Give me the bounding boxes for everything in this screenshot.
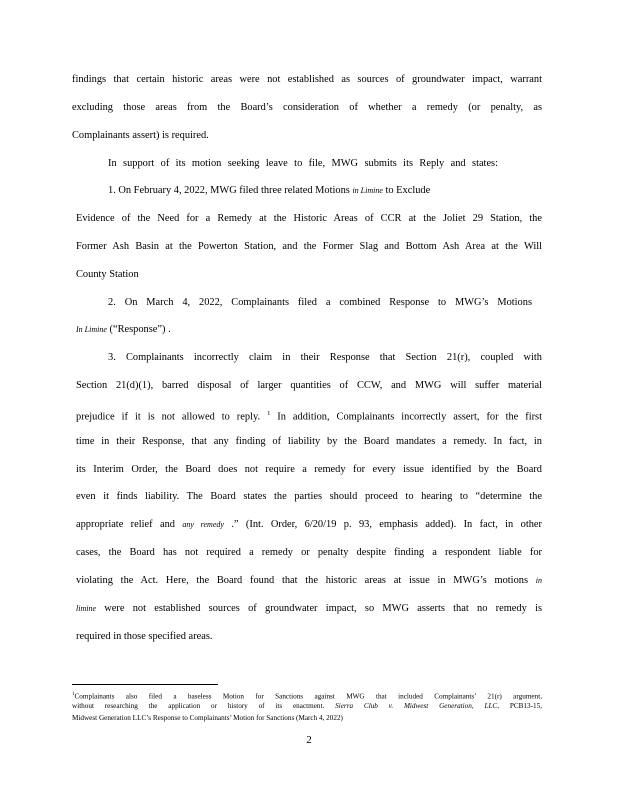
body-line: County Station	[76, 269, 139, 280]
footnote-marker: 1	[72, 692, 75, 697]
paragraph-text: violating the Act. Here, the Board found that the historic areas at issue in MWG’s motions	[76, 575, 529, 586]
body-line: required in those specified areas.	[76, 631, 213, 642]
footnote-text: without researching the application or history of its enactment.	[72, 702, 325, 710]
footnote-line: Midwest Generation LLC’s Response to Complainants’ Motion for Sanctions (March 4, 2022)	[72, 714, 343, 722]
paragraph-text: In addition, Complainants incorrectly assert, for the first	[277, 411, 542, 423]
body-line: even it finds liability. The Board states the parties should proceed to hearing to “determine the	[76, 491, 542, 502]
paragraph-text: appropriate relief and	[76, 519, 175, 530]
body-line	[76, 407, 542, 423]
page-number: 2	[306, 734, 312, 746]
paragraph-text: to Exclude	[385, 185, 431, 196]
italic-term: limine	[76, 604, 96, 613]
body-line: cases, the Board has not required a remedy or penalty despite finding a respondent liable for	[76, 547, 542, 558]
footnote-line	[72, 690, 542, 701]
italic-term: in	[535, 576, 542, 585]
footnote-divider	[72, 684, 218, 685]
paragraph-text: prejudice if it is not allowed to reply.	[76, 411, 261, 423]
footnote-text: PCB13-15,	[509, 702, 542, 710]
footnote-text: Complainants also filed a baseless Motion for Sanctions against MWG that included Complainants’ 21(r) argument,	[74, 692, 542, 701]
italic-term: In Limine	[76, 325, 107, 334]
italic-term: in Limine	[352, 186, 383, 195]
paragraph-text: were not established sources of groundwater impact, so MWG asserts that no remedy is	[104, 603, 542, 614]
body-line: Former Ash Basin at the Powerton Station, and the Former Slag and Bottom Ash Area at the Will	[76, 241, 542, 252]
body-line: Evidence of the Need for a Remedy at the Historic Areas of CCR at the Joliet 29 Station, the	[76, 213, 542, 224]
body-line: excluding those areas from the Board’s consideration of whether a remedy (or penalty, as	[72, 102, 542, 113]
body-line	[108, 184, 542, 197]
body-line: 2. On March 4, 2022, Complainants filed a combined Response to MWG’s Motions	[108, 297, 532, 308]
body-line	[76, 574, 542, 587]
paragraph-text: .” (Int. Order, 6/20/19 p. 93, emphasis added). In fact, in other	[231, 519, 542, 530]
body-line: In support of its motion seeking leave to file, MWG submits its Reply and states:	[108, 158, 498, 169]
body-line	[76, 323, 542, 336]
footnote-marker: 1	[267, 410, 271, 417]
italic-term: any remedy	[182, 520, 224, 529]
body-line	[76, 518, 542, 531]
body-line: Complainants assert) is required.	[72, 130, 209, 141]
body-line	[76, 602, 542, 615]
body-line: Section 21(d)(1), barred disposal of larger quantities of CCW, and MWG will suffer material	[76, 380, 542, 391]
body-line: findings that certain historic areas were not established as sources of groundwater impact, warrant	[72, 74, 542, 85]
footnote-line	[72, 702, 542, 711]
paragraph-text: (“Response”) .	[109, 324, 171, 335]
case-citation: Sierra Club v. Midwest Generation, LLC,	[335, 702, 500, 710]
body-line: 3. Complainants incorrectly claim in their Response that Section 21(r), coupled with	[108, 352, 542, 363]
paragraph-text: 1. On February 4, 2022, MWG filed three related Motions	[108, 185, 350, 196]
body-line: its Interim Order, the Board does not require a remedy for every issue identified by the Board	[76, 464, 542, 475]
body-line: time in their Response, that any finding of liability by the Board mandates a remedy. In fact, in	[76, 436, 542, 447]
